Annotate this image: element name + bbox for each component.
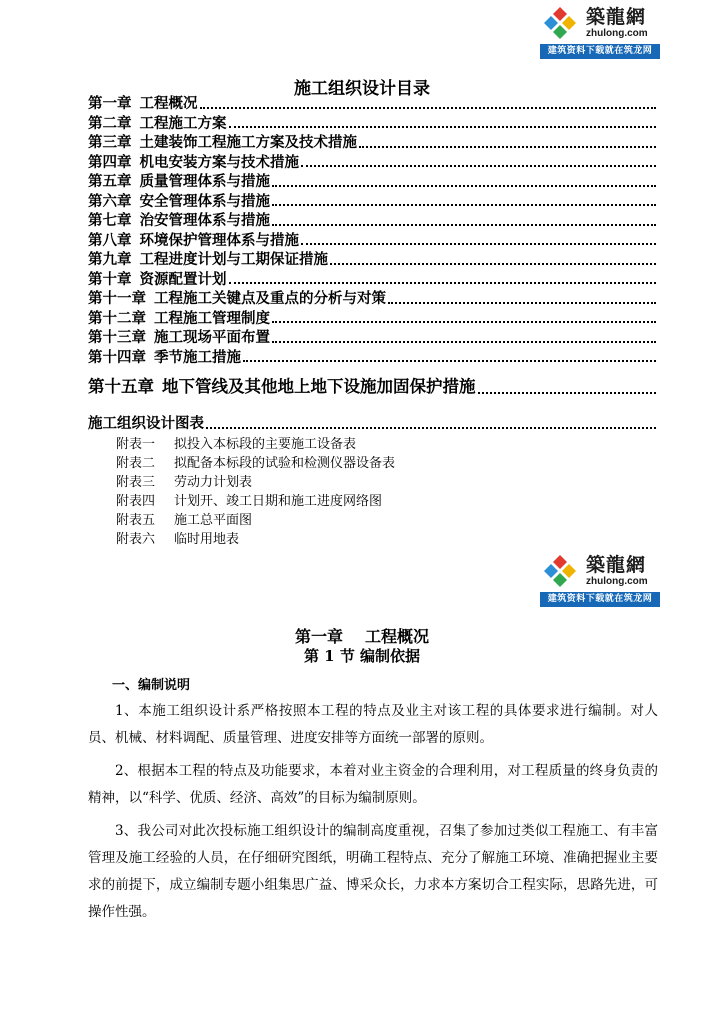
toc-entry-title: 工程概况	[139, 95, 198, 112]
figure-item[interactable]	[116, 530, 395, 549]
toc-entry-title: 机电安装方案与技术措施	[139, 153, 299, 171]
toc-entry[interactable]	[88, 114, 656, 134]
toc-entry[interactable]	[88, 231, 656, 251]
figures-list	[116, 435, 395, 549]
toc-entry-number: 第三章	[88, 134, 132, 151]
toc-entry-title: 环境保护管理体系与措施	[139, 231, 299, 249]
figure-title: 临时用地表	[174, 532, 240, 547]
paragraph: 1、本施工组织设计系严格按照本工程的特点及业主对该工程的具体要求进行编制。对人员、机械、材料调配、质量管理、进度安排等方面统一部署的原则。	[88, 703, 658, 746]
figure-number: 附表四	[116, 494, 156, 509]
toc-entry-title: 资源配置计划	[139, 270, 227, 288]
leader-dots	[272, 185, 656, 187]
toc-entry-number: 第十三章	[88, 329, 146, 346]
toc-entry-number: 第九章	[88, 251, 132, 268]
zhulong-logo-top	[540, 4, 660, 62]
toc-title: 施工组织设计目录	[294, 79, 430, 99]
toc-entry[interactable]	[88, 250, 656, 270]
paragraph: 2、根据本工程的特点及功能要求，本着对业主资金的合理利用，对工程质量的终身负责的精神，以“科学、优质、经济、高效”的目标为编制原则。	[88, 763, 658, 806]
logo-banner: 建筑资料下载就在筑龙网	[540, 44, 660, 59]
figure-title: 拟投入本标段的主要施工设备表	[174, 437, 357, 452]
figure-item[interactable]	[116, 511, 395, 530]
table-of-contents	[88, 94, 656, 399]
toc-entry[interactable]	[88, 211, 656, 231]
leader-dots	[301, 165, 656, 167]
logo-brand: 築龍網	[586, 553, 647, 576]
toc-entry-number: 第八章	[88, 231, 132, 249]
toc-entry-title: 治安管理体系与措施	[139, 212, 270, 229]
toc-entry-number: 第十二章	[88, 309, 146, 327]
chapter-number: 第一章	[294, 627, 343, 646]
subsection-heading: 一、编制说明	[112, 678, 191, 693]
toc-entry[interactable]	[88, 309, 656, 329]
toc-entry[interactable]	[88, 192, 656, 212]
leader-dots	[330, 263, 656, 265]
toc-entry-title: 土建装饰工程施工方案及技术措施	[139, 134, 357, 151]
leader-dots	[388, 302, 656, 304]
toc-entry-title: 季节施工措施	[154, 348, 241, 366]
leader-dots	[478, 392, 657, 394]
toc-entry[interactable]	[88, 133, 656, 153]
toc-entry-title: 工程施工关键点及重点的分析与对策	[154, 290, 386, 307]
zhulong-mark-icon	[540, 553, 580, 589]
toc-entry-title: 工程进度计划与工期保证措施	[139, 251, 328, 268]
figure-number: 附表一	[116, 437, 156, 452]
toc-entry[interactable]	[88, 328, 656, 348]
zhulong-logo-middle	[540, 552, 660, 610]
figure-title: 劳动力计划表	[174, 475, 253, 490]
leader-dots	[229, 282, 657, 284]
leader-dots	[272, 341, 656, 343]
toc-entry-number: 第五章	[88, 173, 132, 190]
chapter-title: 工程概况	[365, 627, 430, 646]
figure-item[interactable]	[116, 454, 395, 473]
zhulong-mark-icon	[540, 5, 580, 41]
figure-number: 附表二	[116, 456, 156, 471]
figure-number: 附表三	[116, 475, 156, 490]
toc-entry[interactable]	[88, 375, 656, 399]
logo-domain: zhulong.com	[586, 27, 648, 39]
leader-dots	[206, 427, 656, 429]
figure-title: 拟配备本标段的试验和检测仪器设备表	[174, 456, 396, 471]
toc-entry-title: 安全管理体系与措施	[139, 192, 270, 210]
toc-entry[interactable]	[88, 348, 656, 368]
toc-entry-number: 第十五章	[88, 377, 154, 396]
figures-title-entry[interactable]	[88, 414, 656, 434]
leader-dots	[359, 146, 656, 148]
figure-item[interactable]	[116, 473, 395, 492]
toc-entry-title: 工程施工管理制度	[154, 309, 270, 327]
toc-entry[interactable]	[88, 172, 656, 192]
logo-brand: 築龍網	[586, 5, 647, 28]
toc-entry-number: 第十一章	[88, 290, 146, 307]
figure-item[interactable]	[116, 492, 395, 511]
toc-entry-number: 第一章	[88, 95, 132, 112]
section-heading: 第 1 节 编制依据	[303, 647, 421, 665]
toc-entry-title: 地下管线及其他地上地下设施加固保护措施	[162, 377, 476, 396]
toc-entry-number: 第四章	[88, 153, 132, 171]
toc-entry-number: 第十章	[88, 270, 132, 288]
leader-dots	[229, 126, 657, 128]
toc-entry[interactable]	[88, 153, 656, 173]
leader-dots	[243, 360, 656, 362]
leader-dots	[200, 107, 657, 109]
toc-entry-number: 第六章	[88, 192, 132, 210]
leader-dots	[272, 224, 656, 226]
toc-entry-number: 第七章	[88, 212, 132, 229]
toc-entry[interactable]	[88, 94, 656, 114]
chapter-heading	[0, 624, 724, 647]
paragraph: 3、我公司对此次投标施工组织设计的编制高度重视，召集了参加过类似工程施工、有丰富管理及施工经验的人员，在仔细研究图纸，明确工程特点、充分了解施工环境、准确把握业主要求的前提下，成立编制专题小组集思广益、博采众长，力求本方案切合工程实际，思路先进，可操作性强。	[88, 823, 658, 920]
toc-entry[interactable]	[88, 289, 656, 309]
body-text	[88, 698, 658, 932]
toc-entry-title: 质量管理体系与措施	[139, 173, 270, 190]
leader-dots	[272, 321, 656, 323]
leader-dots	[301, 243, 656, 245]
figure-number: 附表六	[116, 532, 156, 547]
figure-item[interactable]	[116, 435, 395, 454]
figures-title: 施工组织设计图表	[88, 415, 204, 432]
toc-entry-number: 第十四章	[88, 348, 146, 366]
figure-title: 施工总平面图	[174, 513, 253, 528]
toc-entry-number: 第二章	[88, 114, 132, 132]
logo-domain: zhulong.com	[586, 575, 648, 587]
toc-entry-title: 施工现场平面布置	[154, 329, 270, 346]
leader-dots	[272, 204, 656, 206]
logo-banner: 建筑资料下载就在筑龙网	[540, 592, 660, 607]
toc-entry[interactable]	[88, 270, 656, 290]
toc-entry-title: 工程施工方案	[139, 114, 227, 132]
figure-number: 附表五	[116, 513, 156, 528]
figure-title: 计划开、竣工日期和施工进度网络图	[174, 494, 383, 509]
